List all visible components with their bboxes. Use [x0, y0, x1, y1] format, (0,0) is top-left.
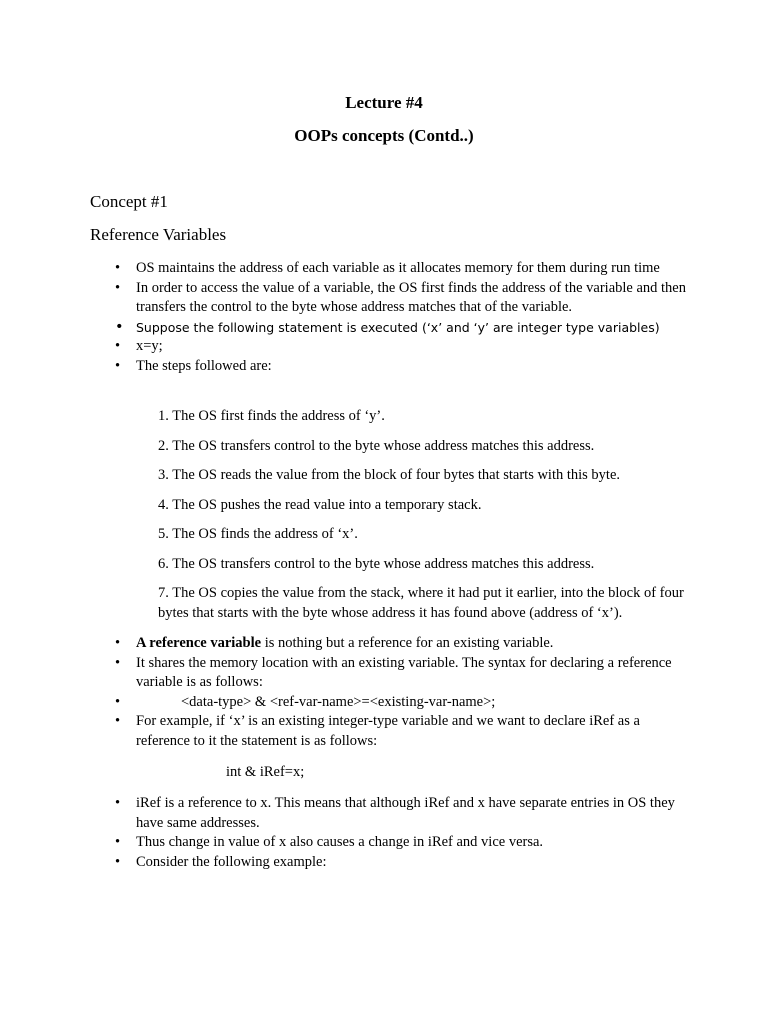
list-item: • The steps followed are:: [136, 357, 696, 377]
list-item: • Thus change in value of x also causes a change in iRef and vice versa.: [136, 833, 696, 853]
lecture-title: Lecture #4: [345, 93, 423, 112]
step-item: 5. The OS finds the address of ‘x’.: [158, 526, 358, 542]
assignment-code: [136, 337, 696, 357]
list-item: • iRef is a reference to x. This means that although iRef and x have separate entries in OS they have same addresses.: [136, 794, 696, 833]
step-item: 2. The OS transfers control to the byte whose address matches this address.: [158, 437, 595, 454]
list-item: • Consider the following example:: [136, 853, 696, 873]
list-item: • It shares the memory location with an existing variable. The syntax for declaring a reference variable is as follows:: [136, 654, 696, 693]
step-item: 7. The OS copies the value from the stack, where it had put it earlier, into the block of four bytes that starts with the byte whose address it has found above (address of ‘x’).: [158, 585, 684, 621]
list-item: • OS maintains the address of each variable as it allocates memory for them during run time: [136, 259, 696, 279]
step-item: 4. The OS pushes the read value into a temporary stack.: [158, 496, 482, 513]
lecture-subtitle: OOPs concepts (Contd..): [294, 126, 474, 145]
bold-term: A reference variable: [136, 635, 262, 651]
syntax-line: [136, 693, 696, 713]
syntax-text: <data-type> & <ref-var-name>=<existing-var-name>;: [181, 693, 496, 710]
steps-list: [158, 407, 688, 633]
list-item: [136, 634, 696, 654]
step-item: 6. The OS transfers control to the byte whose address matches this address.: [158, 555, 595, 572]
assignment-text: x=y;: [136, 338, 163, 354]
step-item: 1. The OS first finds the address of ‘y’.: [158, 408, 385, 424]
step-item: 3. The OS reads the value from the block of four bytes that starts with this byte.: [158, 467, 621, 483]
list-item: • In order to access the value of a variable, the OS first finds the address of the variable and then transfers the control to the byte whose address matches that of the variable.: [136, 279, 696, 318]
list-item: • For example, if ‘x’ is an existing integer-type variable and we want to declare iRef as a reference to it the statement is as follows:: [136, 712, 696, 751]
definition-text: is nothing but a reference for an existing variable.: [261, 635, 554, 651]
list-item: • Suppose the following statement is executed (‘x’ and ‘y’ are integer type variables): [136, 318, 696, 338]
example-code: int & iRef=x;: [226, 764, 305, 780]
intro-bullet-list: [136, 259, 696, 376]
reference-bullet-list: [136, 634, 696, 751]
section-title: Reference Variables: [90, 225, 227, 244]
closing-bullet-list: [136, 794, 696, 872]
concept-label: Concept #1: [90, 192, 168, 211]
